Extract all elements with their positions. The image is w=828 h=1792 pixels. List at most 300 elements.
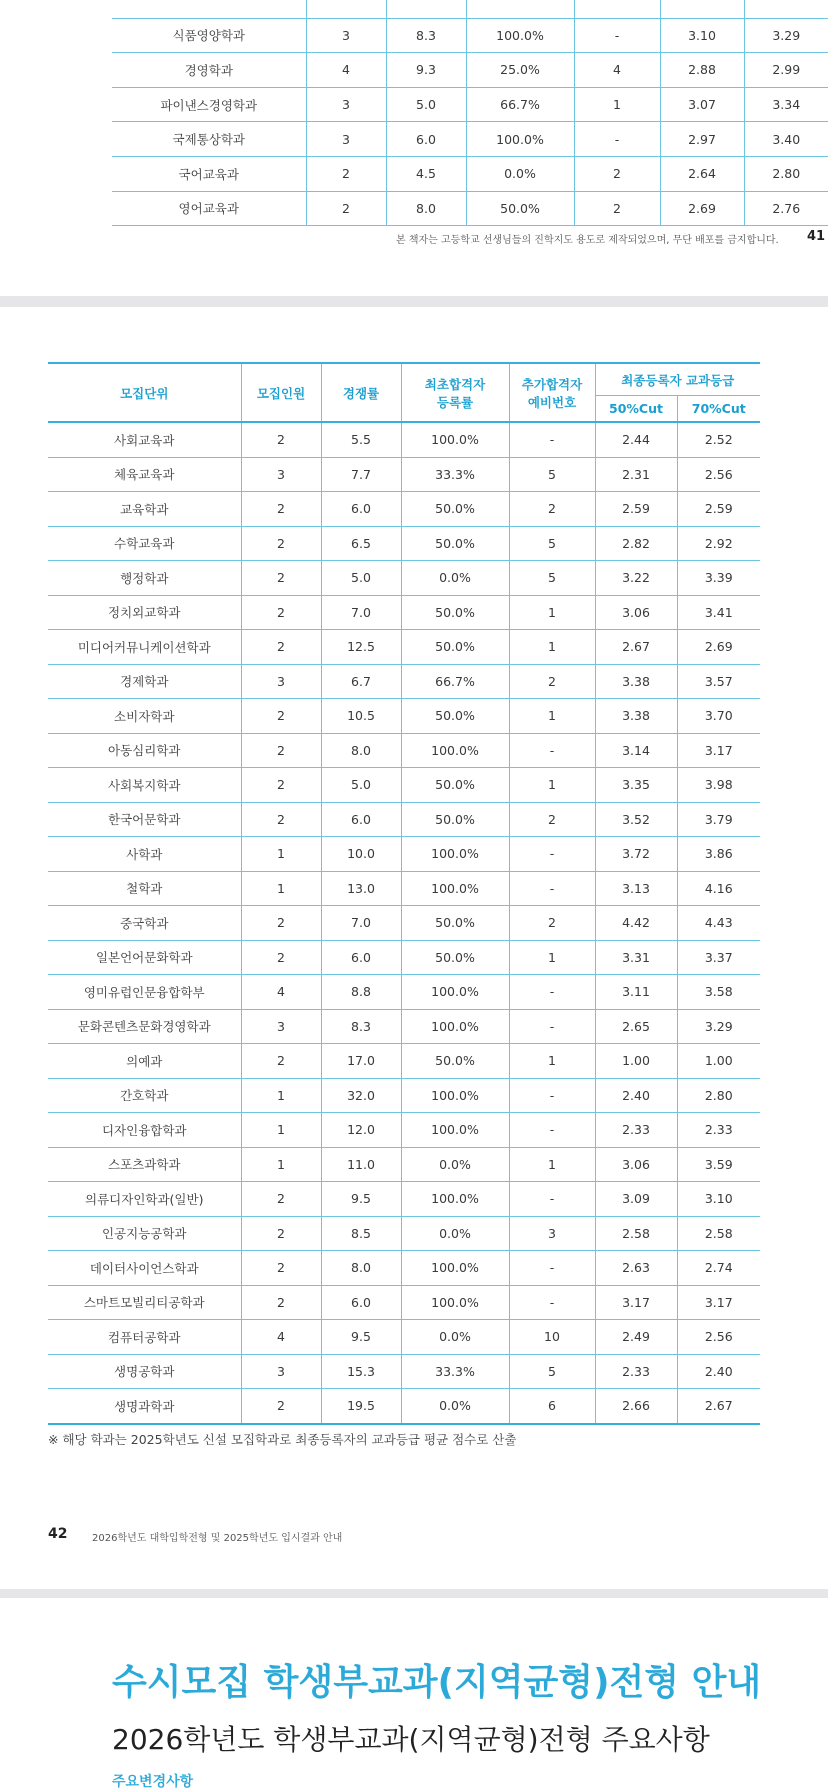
table-cell: 스포츠과학과 <box>48 1147 241 1182</box>
table-cell: 2 <box>241 526 321 561</box>
table-cell: 2 <box>241 1285 321 1320</box>
table-cell: 1 <box>241 1078 321 1113</box>
section-heading: 주요변경사항 <box>112 1774 194 1790</box>
table-cell: 3.17 <box>595 1285 677 1320</box>
table-cell: 100.0% <box>401 837 509 872</box>
table-cell: 1.00 <box>595 1044 677 1079</box>
table-cell: 3 <box>509 1216 595 1251</box>
table-row <box>48 422 760 457</box>
table-cell: 3.17 <box>677 1285 760 1320</box>
table-cell: 3.11 <box>595 975 677 1010</box>
table-cell: 4 <box>241 1320 321 1355</box>
table-cell: 2 <box>241 768 321 803</box>
table-cell: 2 <box>241 906 321 941</box>
table-cell: 2 <box>241 733 321 768</box>
table-row <box>48 630 760 665</box>
table-cell: 2 <box>241 699 321 734</box>
table-row <box>112 87 828 122</box>
table-cell: 3.13 <box>595 871 677 906</box>
table-cell: 33.3% <box>401 1354 509 1389</box>
page-42 <box>0 307 828 1589</box>
table-cell: 33.3% <box>401 457 509 492</box>
table-cell: 2.31 <box>595 457 677 492</box>
table-cell: 2.67 <box>677 1389 760 1424</box>
table-cell: 5.0 <box>321 768 401 803</box>
table-cell: 2.66 <box>595 1389 677 1424</box>
table-cell: 2 <box>241 1216 321 1251</box>
table-cell: 17.0 <box>321 1044 401 1079</box>
table-cell: 철학과 <box>48 871 241 906</box>
table-cell: 정치외교학과 <box>48 595 241 630</box>
table-cell: 3.22 <box>595 561 677 596</box>
table-cell: 3.79 <box>677 802 760 837</box>
table-cell: 5.0 <box>321 561 401 596</box>
table-row <box>48 561 760 596</box>
header-cut50: 50%Cut <box>595 396 677 423</box>
section-title: 수시모집 학생부교과(지역균형)전형 안내 <box>112 1662 762 1703</box>
table-cell: 2 <box>241 422 321 457</box>
table-cell: 3.59 <box>677 1147 760 1182</box>
table-cell: 의예과 <box>48 1044 241 1079</box>
table-cell: 6 <box>509 1389 595 1424</box>
table-row <box>112 18 828 53</box>
table-cell: 파이낸스경영학과 <box>112 87 306 122</box>
table-cell: 50.0% <box>401 802 509 837</box>
table-cell: 3.35 <box>595 768 677 803</box>
header-competition: 경쟁률 <box>321 363 401 422</box>
table-cell: 10.5 <box>321 699 401 734</box>
table-cell: 9.5 <box>321 1320 401 1355</box>
table-cell: 3.39 <box>677 561 760 596</box>
table-cell: 66.7% <box>401 664 509 699</box>
table-cell: 1 <box>241 1147 321 1182</box>
table-row <box>48 699 760 734</box>
table-cell: 4.42 <box>595 906 677 941</box>
table-cell: - <box>509 837 595 872</box>
table-cell: - <box>509 871 595 906</box>
table-cell: 3.09 <box>595 1182 677 1217</box>
table-cell: 3.58 <box>677 975 760 1010</box>
table-row <box>48 1354 760 1389</box>
header-additional-line2: 예비번호 <box>527 394 577 410</box>
table-cell: 2.82 <box>595 526 677 561</box>
table-cell: 0.0% <box>401 1147 509 1182</box>
table-cell: 3.41 <box>677 595 760 630</box>
table-cell: 2 <box>241 492 321 527</box>
table-cell: 0.0% <box>401 1389 509 1424</box>
table-cell: 3 <box>306 87 386 122</box>
table-cell: 2.65 <box>595 1009 677 1044</box>
table-cell: 2.80 <box>744 156 828 191</box>
table-cell: 3 <box>241 664 321 699</box>
table-cell: 영어교육과 <box>112 191 306 226</box>
table-cell: 3 <box>306 18 386 53</box>
table-cell: 4.16 <box>677 871 760 906</box>
table-cell: 8.0 <box>321 733 401 768</box>
table-cell: 2.56 <box>677 457 760 492</box>
table-cell: 6.0 <box>321 802 401 837</box>
table-cell: 10 <box>509 1320 595 1355</box>
table-row <box>112 191 828 226</box>
table-cell: 2.58 <box>677 1216 760 1251</box>
table-cell: 50.0% <box>401 595 509 630</box>
table-row <box>48 526 760 561</box>
table-cell: - <box>509 422 595 457</box>
table-cell: 1.00 <box>677 1044 760 1079</box>
header-quota: 모집인원 <box>241 363 321 422</box>
table-cell: 3.70 <box>677 699 760 734</box>
table-row <box>48 1078 760 1113</box>
table-row <box>48 802 760 837</box>
table-cell: 컴퓨터공학과 <box>48 1320 241 1355</box>
header-additional-waitlist <box>509 363 595 422</box>
table-cell: 생명과학과 <box>48 1389 241 1424</box>
table-cell: 1 <box>509 1147 595 1182</box>
table-cell: 50.0% <box>401 1044 509 1079</box>
table-cell: 2.74 <box>677 1251 760 1286</box>
table-cell: 66.7% <box>466 87 574 122</box>
table-cell: 100.0% <box>401 1009 509 1044</box>
table-cell: 2.49 <box>595 1320 677 1355</box>
table-cell: 2 <box>509 664 595 699</box>
table-cell: 3.72 <box>595 837 677 872</box>
table-cell: 3.14 <box>595 733 677 768</box>
table-cell: 3 <box>306 122 386 157</box>
table-row <box>48 1216 760 1251</box>
table-cell: 5.0 <box>386 87 466 122</box>
table-cell: 3.10 <box>660 18 744 53</box>
table-cell: 2.40 <box>677 1354 760 1389</box>
table-cell: 6.0 <box>321 492 401 527</box>
table-cell: 5 <box>509 561 595 596</box>
table-cell: 아동심리학과 <box>48 733 241 768</box>
table-cell: 2 <box>241 561 321 596</box>
table-cell: 2.56 <box>677 1320 760 1355</box>
table-cell: 사학과 <box>48 837 241 872</box>
page-footer-title: 2026학년도 대학입학전형 및 2025학년도 입시결과 안내 <box>92 1533 343 1544</box>
table-cell: 0.0% <box>401 1216 509 1251</box>
header-final-grade: 최종등록자 교과등급 <box>595 363 760 396</box>
table-row <box>112 0 828 18</box>
table-row <box>48 733 760 768</box>
table-cell: 0.0% <box>401 561 509 596</box>
table-cell: 6.5 <box>321 526 401 561</box>
table-cell: 50.0% <box>466 191 574 226</box>
table-cell: 1 <box>509 595 595 630</box>
table-row <box>48 768 760 803</box>
table-cell: 4.43 <box>677 906 760 941</box>
table-cell: 수학교육과 <box>48 526 241 561</box>
table-cell: 3.06 <box>595 1147 677 1182</box>
table-cell: 경영학과 <box>112 53 306 88</box>
table-cell: 5 <box>509 457 595 492</box>
table-cell: 50.0% <box>401 906 509 941</box>
table-cell: 2.69 <box>660 191 744 226</box>
table-row <box>48 595 760 630</box>
header-unit: 모집단위 <box>48 363 241 422</box>
table-row <box>112 156 828 191</box>
table-cell: 2 <box>306 156 386 191</box>
table-cell: 2.63 <box>595 1251 677 1286</box>
table-cell: 7.7 <box>321 457 401 492</box>
table-cell: 경제학과 <box>48 664 241 699</box>
table-cell: - <box>574 18 660 53</box>
table-cell: 9.5 <box>321 1182 401 1217</box>
table-cell: 3.38 <box>595 664 677 699</box>
table-row <box>112 122 828 157</box>
table-cell: 6.7 <box>321 664 401 699</box>
table-row <box>48 1285 760 1320</box>
table-cell: 5 <box>509 526 595 561</box>
table-footnote: ※ 해당 학과는 2025학년도 신설 모집학과로 최종등록자의 교과등급 평균 점수로 산출 <box>48 1432 517 1447</box>
table-row <box>48 940 760 975</box>
table-row <box>48 1182 760 1217</box>
table-row <box>48 906 760 941</box>
table-cell: 0.0% <box>401 1320 509 1355</box>
header-initial-registration <box>401 363 509 422</box>
table-cell: 2.59 <box>677 492 760 527</box>
table-cell: 일본언어문화학과 <box>48 940 241 975</box>
table-cell: 1 <box>574 87 660 122</box>
table-cell: 3.98 <box>677 768 760 803</box>
table-cell: 3.29 <box>744 18 828 53</box>
table-cell: 영미유럽인문융합학부 <box>48 975 241 1010</box>
table-row <box>112 53 828 88</box>
table-cell: - <box>574 122 660 157</box>
table-cell: 9.3 <box>386 53 466 88</box>
table-cell: 25.0% <box>466 53 574 88</box>
table-cell: 2.67 <box>595 630 677 665</box>
table-cell: 50.0% <box>401 526 509 561</box>
table-row <box>48 871 760 906</box>
table-cell: 2 <box>241 595 321 630</box>
table-cell: 3.07 <box>660 87 744 122</box>
page-41 <box>0 0 828 296</box>
table-cell: 국어교육과 <box>112 156 306 191</box>
table-cell: 8.0 <box>321 1251 401 1286</box>
table-cell: 2 <box>241 1044 321 1079</box>
table-cell: 5.5 <box>321 422 401 457</box>
results-table-continued <box>112 0 828 226</box>
table-cell: 2.40 <box>595 1078 677 1113</box>
results-table <box>48 362 760 1425</box>
table-cell: 100.0% <box>401 1078 509 1113</box>
header-additional-line1: 추가합격자 <box>521 376 583 392</box>
table-cell: 디자인융합학과 <box>48 1113 241 1148</box>
table-row <box>48 1113 760 1148</box>
table-cell: 100.0% <box>466 122 574 157</box>
table-cell: 1 <box>509 630 595 665</box>
table-cell: 2.80 <box>677 1078 760 1113</box>
table-cell: - <box>509 733 595 768</box>
page-number: 41 <box>807 229 826 244</box>
table-cell: 1 <box>241 837 321 872</box>
table-cell: 사회복지학과 <box>48 768 241 803</box>
table-cell: 2.33 <box>595 1113 677 1148</box>
table-row <box>48 492 760 527</box>
table-cell: 2 <box>306 191 386 226</box>
table-cell: 2 <box>241 802 321 837</box>
table-cell: 사회교육과 <box>48 422 241 457</box>
table-cell: 4 <box>241 975 321 1010</box>
table-cell: 2.33 <box>595 1354 677 1389</box>
table-cell: 2 <box>509 906 595 941</box>
table-cell: 스마트모빌리티공학과 <box>48 1285 241 1320</box>
table-cell: 50.0% <box>401 492 509 527</box>
table-cell: 8.3 <box>386 18 466 53</box>
table-row <box>48 1009 760 1044</box>
table-cell: 2.92 <box>677 526 760 561</box>
table-cell: 2 <box>509 492 595 527</box>
table-cell: 3.40 <box>744 122 828 157</box>
table-cell: - <box>509 1182 595 1217</box>
table-cell: 3.52 <box>595 802 677 837</box>
page-number: 42 <box>48 1526 68 1542</box>
table-cell: 3.06 <box>595 595 677 630</box>
section-subtitle: 2026학년도 학생부교과(지역균형)전형 주요사항 <box>112 1723 710 1756</box>
table-cell: 2 <box>241 1389 321 1424</box>
table-cell: - <box>509 975 595 1010</box>
table-cell: 8.3 <box>321 1009 401 1044</box>
table-cell: 3.17 <box>677 733 760 768</box>
table-cell: 1 <box>509 768 595 803</box>
table-cell: 6.0 <box>386 122 466 157</box>
table-cell: 식품영양학과 <box>112 18 306 53</box>
table-cell: 15.3 <box>321 1354 401 1389</box>
table-cell: 3.29 <box>677 1009 760 1044</box>
table-cell: 100.0% <box>466 18 574 53</box>
table-cell: 2 <box>241 1251 321 1286</box>
table-cell: 3.31 <box>595 940 677 975</box>
table-cell: 19.5 <box>321 1389 401 1424</box>
table-cell: 소비자학과 <box>48 699 241 734</box>
table-cell: 행정학과 <box>48 561 241 596</box>
table-cell: 1 <box>509 1044 595 1079</box>
table-cell: 2 <box>509 802 595 837</box>
table-cell: 2.59 <box>595 492 677 527</box>
table-cell: 100.0% <box>401 871 509 906</box>
table-cell: 100.0% <box>401 1182 509 1217</box>
table-cell: 2.64 <box>660 156 744 191</box>
table-cell: 7.0 <box>321 906 401 941</box>
table-cell: 1 <box>509 940 595 975</box>
table-cell: 0.0% <box>466 156 574 191</box>
table-cell: 2.44 <box>595 422 677 457</box>
table-row <box>48 837 760 872</box>
table-cell: 4 <box>306 53 386 88</box>
table-cell: 3.57 <box>677 664 760 699</box>
table-cell: 1 <box>241 1113 321 1148</box>
table-cell: - <box>509 1251 595 1286</box>
table-cell: - <box>509 1078 595 1113</box>
table-cell: - <box>509 1285 595 1320</box>
table-cell: 2 <box>241 630 321 665</box>
table-cell: 10.0 <box>321 837 401 872</box>
table-cell: 3.37 <box>677 940 760 975</box>
copyright-note: 본 책자는 고등학교 선생님들의 진학지도 용도로 제작되었으며, 무단 배포를 금지합니다. <box>396 235 779 246</box>
table-cell: 2.33 <box>677 1113 760 1148</box>
table-cell: 3 <box>241 457 321 492</box>
table-cell: 5 <box>509 1354 595 1389</box>
table-cell: 100.0% <box>401 975 509 1010</box>
table-cell: 생명공학과 <box>48 1354 241 1389</box>
table-cell: 13.0 <box>321 871 401 906</box>
table-cell: 2 <box>241 1182 321 1217</box>
table-cell: 100.0% <box>401 733 509 768</box>
page-43 <box>0 1598 828 1792</box>
table-cell: 2.52 <box>677 422 760 457</box>
table-cell: 데이터사이언스학과 <box>48 1251 241 1286</box>
table-row <box>48 1389 760 1424</box>
table-cell: 2 <box>241 940 321 975</box>
table-row <box>48 1251 760 1286</box>
table-cell: 6.0 <box>321 940 401 975</box>
table-row <box>48 1044 760 1079</box>
table-row <box>48 1320 760 1355</box>
table-cell: 3 <box>241 1354 321 1389</box>
table-cell: - <box>509 1113 595 1148</box>
table-cell: 간호학과 <box>48 1078 241 1113</box>
table-cell: 체육교육과 <box>48 457 241 492</box>
table-cell: 100.0% <box>401 422 509 457</box>
table-row <box>48 664 760 699</box>
table-cell: 문화콘텐츠문화경영학과 <box>48 1009 241 1044</box>
table-cell: 3.38 <box>595 699 677 734</box>
table-cell: 2.58 <box>595 1216 677 1251</box>
table-cell: 32.0 <box>321 1078 401 1113</box>
table-cell: 8.0 <box>386 191 466 226</box>
table-cell: - <box>509 1009 595 1044</box>
table-cell: 인공지능공학과 <box>48 1216 241 1251</box>
table-cell: 2 <box>574 156 660 191</box>
table-cell: 4.5 <box>386 156 466 191</box>
table-row <box>48 457 760 492</box>
table-cell: 의류디자인학과(일반) <box>48 1182 241 1217</box>
table-cell: 50.0% <box>401 630 509 665</box>
table-cell: 국제통상학과 <box>112 122 306 157</box>
table-cell: 3.86 <box>677 837 760 872</box>
table-cell: 100.0% <box>401 1285 509 1320</box>
table-cell: 12.0 <box>321 1113 401 1148</box>
table-cell: 3 <box>241 1009 321 1044</box>
table-cell: 2.97 <box>660 122 744 157</box>
table-cell: 8.8 <box>321 975 401 1010</box>
table-cell: 100.0% <box>401 1251 509 1286</box>
table-cell: 2.69 <box>677 630 760 665</box>
table-cell: 11.0 <box>321 1147 401 1182</box>
table-cell: 50.0% <box>401 699 509 734</box>
table-cell: 50.0% <box>401 768 509 803</box>
table-cell: 12.5 <box>321 630 401 665</box>
table-row <box>48 1147 760 1182</box>
header-initial-line1: 최초합격자 <box>424 376 486 392</box>
table-cell: 1 <box>509 699 595 734</box>
table-cell: 50.0% <box>401 940 509 975</box>
table-cell: 1 <box>241 871 321 906</box>
table-row <box>48 975 760 1010</box>
table-cell: 2.76 <box>744 191 828 226</box>
table-cell: 2.88 <box>660 53 744 88</box>
table-cell: 교육학과 <box>48 492 241 527</box>
header-initial-line2: 등록률 <box>436 394 474 410</box>
table-cell: 8.5 <box>321 1216 401 1251</box>
table-cell: 100.0% <box>401 1113 509 1148</box>
table-cell: 2 <box>574 191 660 226</box>
header-cut70: 70%Cut <box>677 396 760 423</box>
table-cell: 4 <box>574 53 660 88</box>
table-cell: 7.0 <box>321 595 401 630</box>
table-cell: 3.34 <box>744 87 828 122</box>
